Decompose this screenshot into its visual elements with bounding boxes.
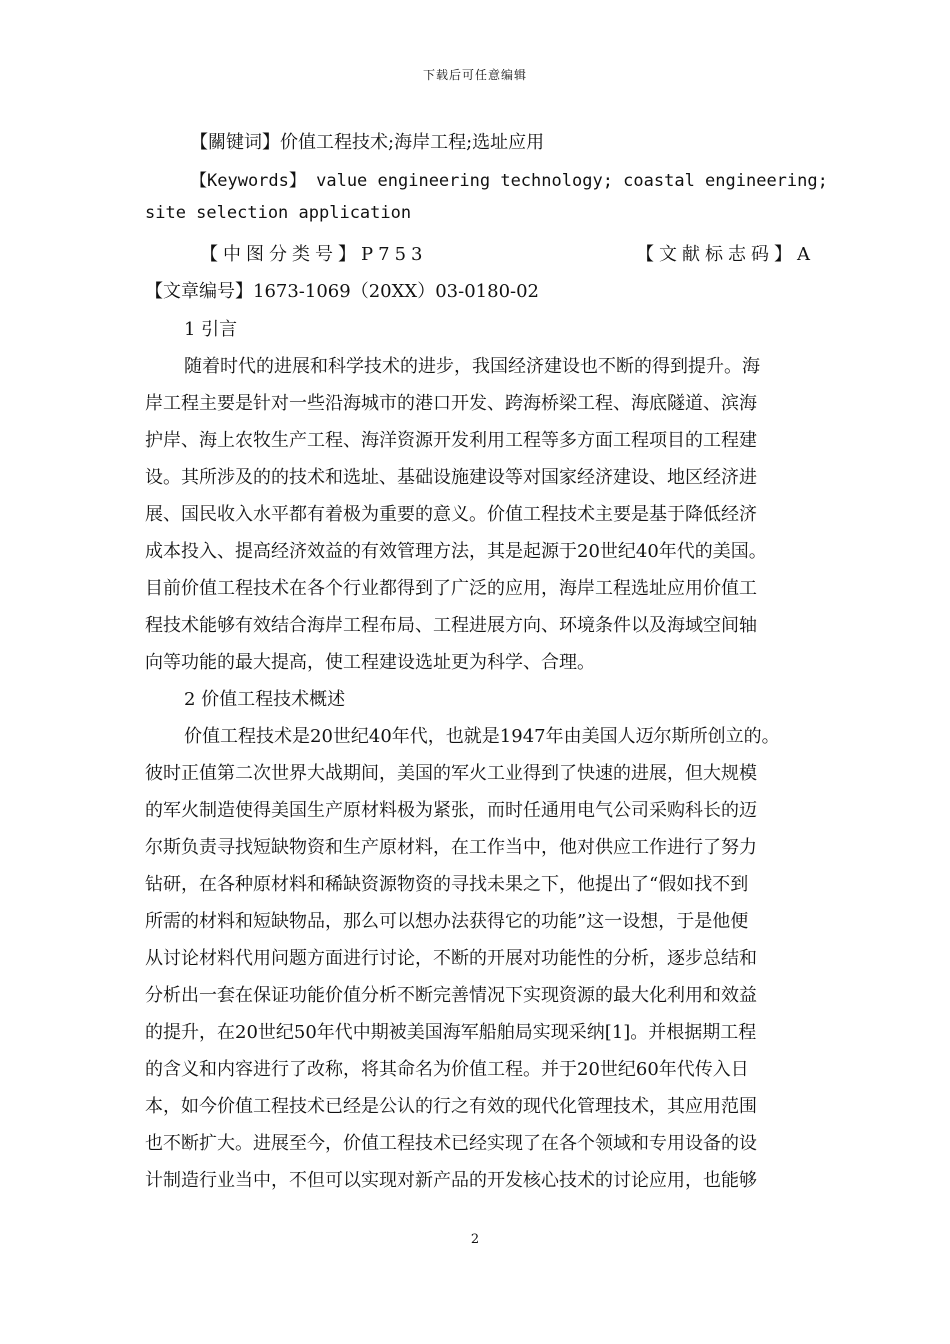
body-line: 也不断扩大。进展至今，价值工程技术已经实现了在各个领域和专用设备的设 [145,1133,757,1154]
body-line: 岸工程主要是针对一些沿海城市的港口开发、跨海桥梁工程、海底隧道、滨海 [145,393,757,414]
body-line: 尔斯负责寻找短缺物资和生产原材料，在工作当中，他对供应工作进行了努力 [145,837,757,858]
body-line: 成本投入、提高经济效益的有效管理方法，其是起源于20世纪40年代的美国。 [145,541,767,562]
body-line: 的军火制造使得美国生产原材料极为紧张，而时任通用电气公司采购科长的迈 [145,800,757,821]
document-code: 【文献标志码】A [636,244,815,265]
section-1-heading: 1 引言 [184,319,238,340]
clc-number: 【中图分类号】P753 [200,244,428,265]
body-line: 彼时正值第二次世界大战期间，美国的军火工业得到了快速的进展，但大规模 [145,763,757,784]
body-line: 目前价值工程技术在各个行业都得到了广泛的应用，海岸工程选址应用价值工 [145,578,757,599]
keywords-cn: 【關键词】价值工程技术;海岸工程;选址应用 [190,132,545,153]
body-line: 设。其所涉及的的技术和选址、基础设施建设等对国家经济建设、地区经济进 [145,467,757,488]
body-line: 程技术能够有效结合海岸工程布局、工程进展方向、环境条件以及海域空间轴 [145,615,757,636]
body-line: 从讨论材料代用问题方面进行讨论，不断的开展对功能性的分析，逐步总结和 [145,948,757,969]
body-line: 分析出一套在保证功能价值分析不断完善情况下实现资源的最大化利用和效益 [145,985,757,1006]
body-line: 价值工程技术是20世纪40年代，也就是1947年由美国人迈尔斯所创立的。 [184,726,780,747]
body-line: 护岸、海上农牧生产工程、海洋资源开发利用工程等多方面工程项目的工程建 [145,430,757,451]
body-line: 向等功能的最大提高，使工程建设选址更为科学、合理。 [145,652,595,673]
article-number: 【文章编号】1673-1069（20XX）03-0180-02 [145,281,540,302]
body-line: 随着时代的进展和科学技术的进步，我国经济建设也不断的得到提升。海 [184,356,760,377]
body-line: 的提升，在20世纪50年代中期被美国海军船舶局实现采纳[1]。并根据期工程 [145,1022,757,1043]
body-line: 本，如今价值工程技术已经是公认的行之有效的现代化管理技术，其应用范围 [145,1096,757,1117]
body-line: 展、国民收入水平都有着极为重要的意义。价值工程技术主要是基于降低经济 [145,504,757,525]
page-number: 2 [470,1232,480,1247]
body-line: 钻研，在各种原材料和稀缺资源物资的寻找未果之下，他提出了“假如找不到 [145,874,749,895]
section-2-heading: 2 价值工程技术概述 [184,689,346,710]
keywords-en-line-2: site selection application [145,203,412,223]
body-line: 所需的材料和短缺物品，那么可以想办法获得它的功能”这一设想，于是他便 [145,911,749,932]
page-header: 下载后可任意编辑 [422,68,527,82]
body-line: 计制造行业当中，不但可以实现对新产品的开发核心技术的讨论应用，也能够 [145,1170,757,1191]
body-line: 的含义和内容进行了改称，将其命名为价值工程。并于20世纪60年代传入日 [145,1059,749,1080]
keywords-en-line-1: 【Keywords】 value engineering technology; coastal engineering; [190,171,828,191]
